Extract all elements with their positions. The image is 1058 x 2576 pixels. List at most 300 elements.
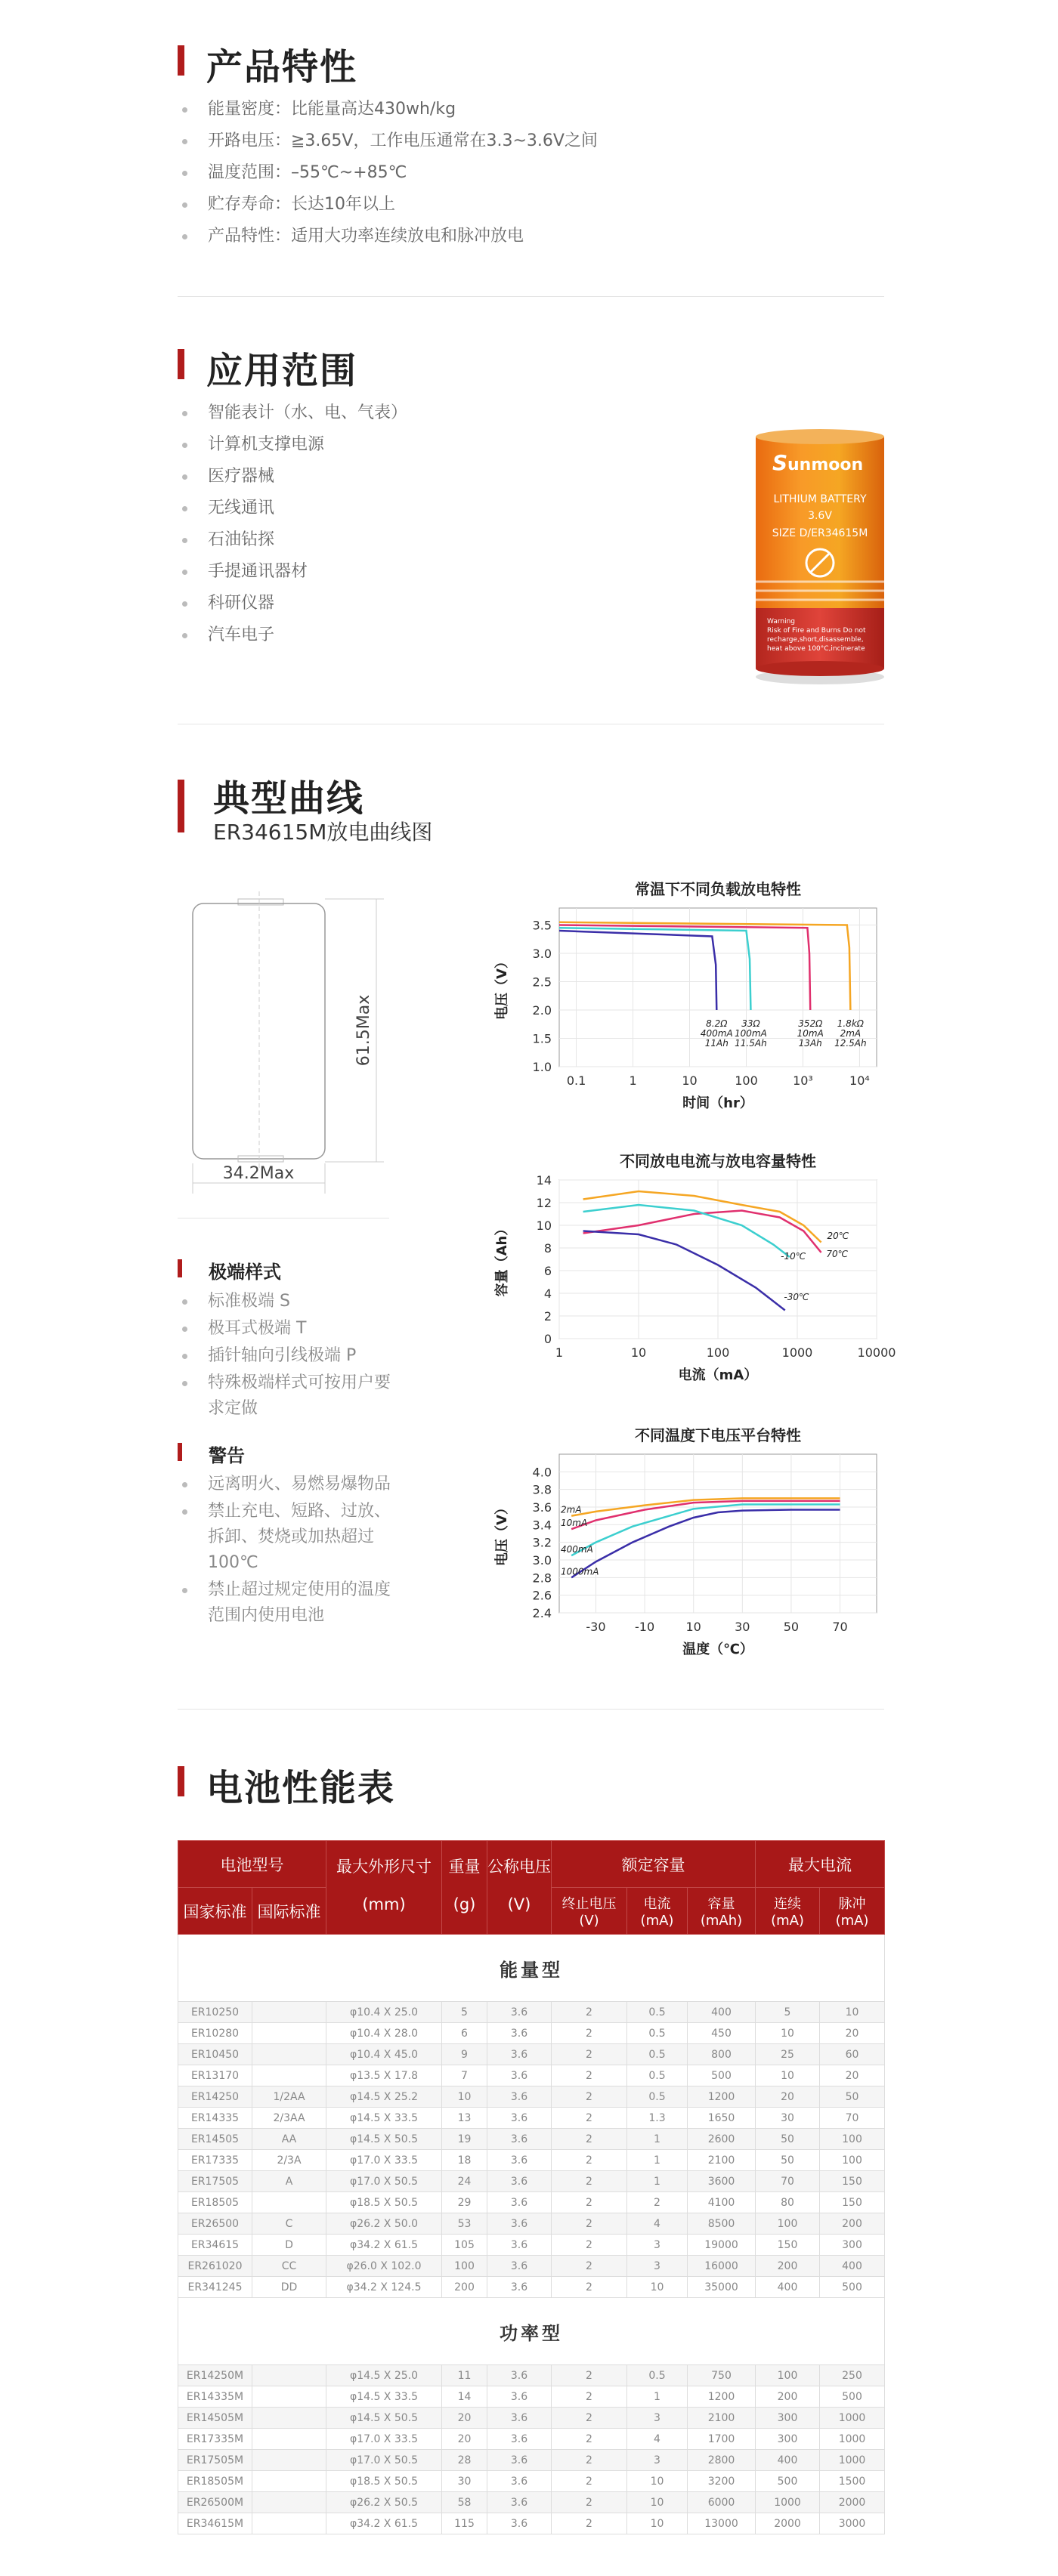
table-cell: ER341245 bbox=[178, 2277, 252, 2298]
table-cell: 1700 bbox=[688, 2429, 756, 2450]
table-cell: 100 bbox=[820, 2129, 885, 2150]
table-cell: φ13.5 X 17.8 bbox=[326, 2065, 442, 2086]
battery-brand: unmoon bbox=[787, 456, 864, 474]
y-tick-label: 3.0 bbox=[532, 1553, 552, 1568]
battery-warning1: Warning bbox=[767, 618, 796, 625]
y-tick-label: 2.6 bbox=[532, 1588, 552, 1603]
table-cell: 10 bbox=[756, 2065, 820, 2086]
series-line bbox=[559, 928, 750, 1010]
th-volt-unit: (V) bbox=[507, 1895, 531, 1913]
series-line bbox=[559, 931, 716, 1010]
th-endv-unit: (V) bbox=[579, 1913, 599, 1929]
table-cell bbox=[252, 2386, 326, 2408]
table-cell: 3.6 bbox=[487, 2235, 552, 2256]
table-cell: 25 bbox=[756, 2044, 820, 2065]
table-cell: 400 bbox=[688, 2002, 756, 2023]
curves-title: 典型曲线 bbox=[213, 777, 365, 820]
table-cell: CC bbox=[252, 2256, 326, 2277]
table-cell: ER13170 bbox=[178, 2065, 252, 2086]
table-cell: DD bbox=[252, 2277, 326, 2298]
table-cell bbox=[252, 2365, 326, 2386]
table-cell: φ18.5 X 50.5 bbox=[326, 2471, 442, 2492]
series-annotation: 33Ω bbox=[741, 1018, 760, 1029]
th-dim-label: 最大外形尺寸 bbox=[336, 1858, 432, 1876]
table-cell: 10 bbox=[627, 2471, 688, 2492]
table-cell: 58 bbox=[442, 2492, 487, 2513]
table-cell bbox=[252, 2002, 326, 2023]
battery-warning2: Risk of Fire and Burns Do not bbox=[767, 627, 866, 635]
th-volt-label: 公称电压 bbox=[487, 1858, 551, 1876]
table-row bbox=[178, 2450, 885, 2471]
applications-title: 应用范围 bbox=[206, 350, 358, 392]
table-row bbox=[178, 2513, 885, 2534]
chart-discharge-load bbox=[484, 876, 907, 1126]
table-cell: φ34.2 X 124.5 bbox=[326, 2277, 442, 2298]
table-cell: 2 bbox=[552, 2171, 627, 2192]
table-cell: ER26500M bbox=[178, 2492, 252, 2513]
table-cell bbox=[252, 2450, 326, 2471]
plot-area bbox=[559, 1454, 877, 1613]
table-cell: 1000 bbox=[820, 2450, 885, 2471]
y-tick-label: 2.5 bbox=[532, 974, 552, 990]
table-cell: 2 bbox=[552, 2002, 627, 2023]
table-cell: 6 bbox=[442, 2023, 487, 2044]
table-cell: 4 bbox=[627, 2429, 688, 2450]
y-tick-label: 2.8 bbox=[532, 1571, 552, 1586]
table-cell: 200 bbox=[756, 2386, 820, 2408]
application-item: 石油钻探 bbox=[178, 524, 555, 556]
table-cell: 3.6 bbox=[487, 2129, 552, 2150]
table-cell: ER10250 bbox=[178, 2002, 252, 2023]
table-group-title: 能量型 bbox=[178, 1935, 885, 2002]
table-cell bbox=[252, 2513, 326, 2534]
terminal-item: 极耳式极端 T bbox=[178, 1316, 397, 1342]
table-cell: D bbox=[252, 2235, 326, 2256]
series-line bbox=[583, 1191, 821, 1243]
divider bbox=[178, 1218, 389, 1219]
table-cell: 1 bbox=[627, 2150, 688, 2171]
table-cell: 1 bbox=[627, 2171, 688, 2192]
table-cell: φ26.2 X 50.0 bbox=[326, 2213, 442, 2235]
terminal-item: 标准极端 S bbox=[178, 1289, 397, 1314]
table-cell bbox=[252, 2023, 326, 2044]
x-tick-label: -10 bbox=[635, 1620, 655, 1634]
table-cell: 150 bbox=[820, 2192, 885, 2213]
y-axis-label: 容量（Ah） bbox=[494, 1222, 510, 1297]
y-axis-label: 电压（V） bbox=[494, 1501, 510, 1566]
y-tick-label: 3.5 bbox=[532, 918, 552, 933]
x-tick-label: 10 bbox=[685, 1620, 701, 1634]
table-cell: 300 bbox=[756, 2408, 820, 2429]
feature-item: 开路电压：≧3.65V，工作电压通常在3.3~3.6V之间 bbox=[178, 125, 858, 157]
table-cell: 2 bbox=[552, 2150, 627, 2171]
x-axis-label: 时间（hr） bbox=[682, 1095, 753, 1111]
table-row bbox=[178, 2365, 885, 2386]
x-tick-label: 100 bbox=[735, 1073, 758, 1088]
series-annotation: 352Ω bbox=[798, 1018, 823, 1029]
table-cell: 500 bbox=[688, 2065, 756, 2086]
table-cell: ER34615 bbox=[178, 2235, 252, 2256]
table-cell: 1000 bbox=[820, 2429, 885, 2450]
y-tick-label: 4.0 bbox=[532, 1465, 552, 1480]
y-tick-label: 1.0 bbox=[532, 1060, 552, 1074]
feature-item: 温度范围：–55℃~+85℃ bbox=[178, 157, 858, 189]
table-cell: 400 bbox=[820, 2256, 885, 2277]
table-cell: 10 bbox=[627, 2492, 688, 2513]
table-cell: φ14.5 X 33.5 bbox=[326, 2108, 442, 2129]
th-endv bbox=[552, 1888, 627, 1935]
table-cell: 2 bbox=[552, 2213, 627, 2235]
th-pulse-unit: (mA) bbox=[835, 1913, 869, 1929]
table-cell: 20 bbox=[442, 2429, 487, 2450]
table-row bbox=[178, 2408, 885, 2429]
series-line bbox=[559, 925, 810, 1011]
table-cell: 0.5 bbox=[627, 2086, 688, 2108]
battery-image bbox=[725, 423, 914, 695]
table-cell: 6000 bbox=[688, 2492, 756, 2513]
feature-item: 能量密度：比能量高达430wh/kg bbox=[178, 94, 858, 125]
table-row bbox=[178, 2086, 885, 2108]
table-cell: 11 bbox=[442, 2365, 487, 2386]
section-marker bbox=[178, 1766, 184, 1796]
table-cell: 8500 bbox=[688, 2213, 756, 2235]
table-cell: 10 bbox=[627, 2513, 688, 2534]
table-cell: ER14250M bbox=[178, 2365, 252, 2386]
table-cell: 1/2AA bbox=[252, 2086, 326, 2108]
th-weight bbox=[442, 1841, 487, 1935]
table-row bbox=[178, 2002, 885, 2023]
th-cont bbox=[756, 1888, 820, 1935]
y-tick-label: 0 bbox=[543, 1332, 552, 1346]
series-annotation: 400mA bbox=[700, 1028, 733, 1039]
curves-subtitle: ER34615M放电曲线图 bbox=[213, 820, 433, 845]
table-cell: 20 bbox=[820, 2023, 885, 2044]
th-maxcur: 最大电流 bbox=[756, 1841, 885, 1888]
table-cell: 13000 bbox=[688, 2513, 756, 2534]
table-cell: 2 bbox=[552, 2044, 627, 2065]
table-cell: 3.6 bbox=[487, 2429, 552, 2450]
table-cell: 0.5 bbox=[627, 2023, 688, 2044]
table-cell: 1 bbox=[627, 2129, 688, 2150]
battery-warning3: recharge,short,disassemble, bbox=[767, 636, 864, 644]
table-cell: 1.3 bbox=[627, 2108, 688, 2129]
table-cell: ER34615M bbox=[178, 2513, 252, 2534]
series-annotation: 2mA bbox=[561, 1504, 582, 1515]
table-cell: 10 bbox=[820, 2002, 885, 2023]
table-cell: ER17335M bbox=[178, 2429, 252, 2450]
th-intl: 国际标准 bbox=[252, 1888, 326, 1935]
table-row bbox=[178, 2044, 885, 2065]
table-cell: 3.6 bbox=[487, 2192, 552, 2213]
x-axis-label: 温度（℃） bbox=[682, 1642, 753, 1657]
th-endv-label: 终止电压 bbox=[561, 1896, 617, 1912]
table-cell: 10 bbox=[627, 2277, 688, 2298]
table-cell: 115 bbox=[442, 2513, 487, 2534]
table-cell: 3.6 bbox=[487, 2023, 552, 2044]
table-row bbox=[178, 2386, 885, 2408]
table-row bbox=[178, 2277, 885, 2298]
table-cell: φ34.2 X 61.5 bbox=[326, 2235, 442, 2256]
table-cell: 150 bbox=[756, 2235, 820, 2256]
table-cell: 3000 bbox=[820, 2513, 885, 2534]
table-cell bbox=[252, 2471, 326, 2492]
terminal-title: 极端样式 bbox=[209, 1262, 281, 1283]
th-dim-unit: (mm) bbox=[362, 1895, 406, 1913]
table-cell: φ17.0 X 33.5 bbox=[326, 2150, 442, 2171]
applications-list bbox=[178, 397, 555, 651]
x-tick-label: 10⁴ bbox=[849, 1073, 870, 1088]
section-marker bbox=[178, 1443, 182, 1461]
y-tick-label: 3.2 bbox=[532, 1535, 552, 1550]
table-cell: 500 bbox=[820, 2277, 885, 2298]
table-cell: φ14.5 X 25.0 bbox=[326, 2365, 442, 2386]
application-item: 计算机支撑电源 bbox=[178, 429, 555, 461]
chart-current-capacity bbox=[484, 1148, 907, 1398]
dim-height-label: 61.5Max bbox=[354, 994, 373, 1067]
table-cell: 3.6 bbox=[487, 2256, 552, 2277]
battery-line1: LITHIUM BATTERY bbox=[773, 493, 867, 505]
table-cell: 24 bbox=[442, 2171, 487, 2192]
table-cell: 70 bbox=[820, 2108, 885, 2129]
table-cell: 2/3AA bbox=[252, 2108, 326, 2129]
series-annotation: 8.2Ω bbox=[706, 1018, 728, 1029]
table-cell: ER261020 bbox=[178, 2256, 252, 2277]
th-weight-unit: (g) bbox=[453, 1895, 476, 1913]
table-cell: 2 bbox=[552, 2365, 627, 2386]
table-cell: φ17.0 X 33.5 bbox=[326, 2429, 442, 2450]
table-cell: C bbox=[252, 2213, 326, 2235]
table-row bbox=[178, 2129, 885, 2150]
performance-table bbox=[178, 1840, 885, 2534]
table-cell: 28 bbox=[442, 2450, 487, 2471]
table-cell: 2 bbox=[552, 2277, 627, 2298]
table-cell: 1650 bbox=[688, 2108, 756, 2129]
table-cell: 2000 bbox=[756, 2513, 820, 2534]
series-annotation: 1.8kΩ bbox=[837, 1018, 864, 1029]
table-cell: 200 bbox=[820, 2213, 885, 2235]
table-cell: ER10280 bbox=[178, 2023, 252, 2044]
table-cell: 80 bbox=[756, 2192, 820, 2213]
table-cell: 10 bbox=[442, 2086, 487, 2108]
table-cell: 13 bbox=[442, 2108, 487, 2129]
table-cell: 100 bbox=[756, 2365, 820, 2386]
th-cur-unit: (mA) bbox=[640, 1913, 674, 1929]
table-cell: 2100 bbox=[688, 2408, 756, 2429]
y-tick-label: 10 bbox=[536, 1219, 552, 1233]
table-cell: 18 bbox=[442, 2150, 487, 2171]
series-annotation: 10mA bbox=[561, 1518, 588, 1529]
table-cell: 100 bbox=[820, 2150, 885, 2171]
th-volt bbox=[487, 1841, 552, 1935]
table-cell: 1200 bbox=[688, 2086, 756, 2108]
application-item: 医疗器械 bbox=[178, 461, 555, 493]
table-cell: 1200 bbox=[688, 2386, 756, 2408]
th-cap-label: 容量 bbox=[707, 1896, 735, 1912]
table-cell: 2 bbox=[552, 2108, 627, 2129]
table-row bbox=[178, 2429, 885, 2450]
table-row bbox=[178, 2108, 885, 2129]
table-cell: 3.6 bbox=[487, 2277, 552, 2298]
table-cell: AA bbox=[252, 2129, 326, 2150]
series-line bbox=[571, 1510, 840, 1578]
battery-warning4: heat above 100°C,incinerate bbox=[767, 645, 865, 653]
series-annotation: 400mA bbox=[561, 1544, 593, 1555]
th-weight-label: 重量 bbox=[448, 1858, 481, 1876]
table-cell: 2 bbox=[552, 2408, 627, 2429]
x-tick-label: 10³ bbox=[793, 1073, 813, 1088]
chart-title: 不同放电电流与放电容量特性 bbox=[620, 1152, 816, 1170]
section-marker bbox=[178, 780, 184, 832]
warning-item: 禁止超过规定使用的温度范围内使用电池 bbox=[178, 1577, 397, 1629]
dimension-drawing bbox=[174, 884, 393, 1194]
x-tick-label: -30 bbox=[586, 1620, 606, 1634]
table-cell: 105 bbox=[442, 2235, 487, 2256]
table-cell: ER18505 bbox=[178, 2192, 252, 2213]
table-cell: 3200 bbox=[688, 2471, 756, 2492]
th-rated: 额定容量 bbox=[552, 1841, 756, 1888]
table-cell: 3600 bbox=[688, 2171, 756, 2192]
table-cell: 7 bbox=[442, 2065, 487, 2086]
table-cell: 3.6 bbox=[487, 2171, 552, 2192]
table-cell: 2 bbox=[552, 2129, 627, 2150]
x-tick-label: 10 bbox=[630, 1345, 647, 1360]
terminal-item: 插针轴向引线极端 P bbox=[178, 1343, 397, 1369]
table-cell bbox=[252, 2408, 326, 2429]
y-tick-label: 2 bbox=[543, 1309, 552, 1324]
table-cell: 30 bbox=[442, 2471, 487, 2492]
table-cell: 53 bbox=[442, 2213, 487, 2235]
table-cell bbox=[252, 2044, 326, 2065]
table-cell: 0.5 bbox=[627, 2365, 688, 2386]
y-tick-label: 14 bbox=[536, 1173, 552, 1188]
table-cell: 450 bbox=[688, 2023, 756, 2044]
table-cell: ER14335 bbox=[178, 2108, 252, 2129]
table-cell: 3.6 bbox=[487, 2492, 552, 2513]
table-cell: 100 bbox=[756, 2213, 820, 2235]
th-cont-label: 连续 bbox=[774, 1896, 802, 1912]
y-tick-label: 8 bbox=[543, 1241, 552, 1256]
table-cell: 35000 bbox=[688, 2277, 756, 2298]
table-cell: 2100 bbox=[688, 2150, 756, 2171]
table-cell: 50 bbox=[756, 2129, 820, 2150]
table-cell: 3.6 bbox=[487, 2471, 552, 2492]
series-annotation: 70℃ bbox=[826, 1249, 849, 1259]
table-cell: φ18.5 X 50.5 bbox=[326, 2192, 442, 2213]
table-cell: 3 bbox=[627, 2235, 688, 2256]
table-cell: 150 bbox=[820, 2171, 885, 2192]
chart-temp-voltage bbox=[484, 1422, 907, 1672]
table-cell: 300 bbox=[820, 2235, 885, 2256]
series-line bbox=[583, 1211, 821, 1253]
table-cell: 750 bbox=[688, 2365, 756, 2386]
section-marker bbox=[178, 349, 184, 379]
table-cell: φ17.0 X 50.5 bbox=[326, 2450, 442, 2471]
table-cell: ER14335M bbox=[178, 2386, 252, 2408]
x-tick-label: 10000 bbox=[857, 1345, 896, 1360]
feature-item: 产品特性：适用大功率连续放电和脉冲放电 bbox=[178, 221, 858, 252]
th-cap bbox=[688, 1888, 756, 1935]
table-cell: 3.6 bbox=[487, 2150, 552, 2171]
table-cell: 3.6 bbox=[487, 2365, 552, 2386]
table-cell: 0.5 bbox=[627, 2002, 688, 2023]
x-tick-label: 1 bbox=[555, 1345, 564, 1360]
table-row bbox=[178, 2471, 885, 2492]
table-cell: 800 bbox=[688, 2044, 756, 2065]
table-group-title: 功率型 bbox=[178, 2298, 885, 2365]
table-cell: 2 bbox=[627, 2192, 688, 2213]
table-cell bbox=[252, 2192, 326, 2213]
warning-list bbox=[178, 1472, 397, 1630]
warning-item: 禁止充电、短路、过放、拆卸、焚烧或加热超过100℃ bbox=[178, 1499, 397, 1576]
x-tick-label: 70 bbox=[832, 1620, 848, 1634]
table-cell: 500 bbox=[820, 2386, 885, 2408]
table-cell: 2 bbox=[552, 2192, 627, 2213]
table-cell: 2 bbox=[552, 2492, 627, 2513]
table-cell: 20 bbox=[756, 2086, 820, 2108]
series-annotation: 11.5Ah bbox=[735, 1038, 767, 1049]
divider bbox=[178, 1709, 884, 1710]
table-cell: 1000 bbox=[820, 2408, 885, 2429]
table-cell: 9 bbox=[442, 2044, 487, 2065]
table-cell: φ26.0 X 102.0 bbox=[326, 2256, 442, 2277]
table-cell: 3 bbox=[627, 2408, 688, 2429]
table-row bbox=[178, 2213, 885, 2235]
table-cell: 0.5 bbox=[627, 2044, 688, 2065]
table-row bbox=[178, 2065, 885, 2086]
series-annotation: -30℃ bbox=[784, 1292, 809, 1302]
table-cell: 3 bbox=[627, 2256, 688, 2277]
table-cell: 2 bbox=[552, 2429, 627, 2450]
table-cell: ER14505 bbox=[178, 2129, 252, 2150]
table-row bbox=[178, 2192, 885, 2213]
chart-title: 不同温度下电压平台特性 bbox=[635, 1426, 801, 1444]
section-marker bbox=[178, 1259, 182, 1277]
features-title: 产品特性 bbox=[206, 46, 358, 88]
series-annotation: 2mA bbox=[840, 1028, 862, 1039]
table-cell: φ10.4 X 25.0 bbox=[326, 2002, 442, 2023]
y-tick-label: 2.4 bbox=[532, 1606, 552, 1620]
x-tick-label: 50 bbox=[783, 1620, 800, 1634]
series-annotation: 10mA bbox=[797, 1028, 824, 1039]
series-line bbox=[571, 1505, 840, 1556]
table-cell: 2 bbox=[552, 2235, 627, 2256]
table-cell: φ10.4 X 28.0 bbox=[326, 2023, 442, 2044]
table-cell: 14 bbox=[442, 2386, 487, 2408]
table-cell: 70 bbox=[756, 2171, 820, 2192]
table-cell: 1 bbox=[627, 2386, 688, 2408]
table-cell: 2000 bbox=[820, 2492, 885, 2513]
battery-line3: SIZE D/ER34615M bbox=[772, 527, 868, 539]
table-cell: 20 bbox=[442, 2408, 487, 2429]
th-cont-unit: (mA) bbox=[771, 1913, 804, 1929]
x-axis-label: 电流（mA） bbox=[678, 1367, 758, 1383]
table-row bbox=[178, 2023, 885, 2044]
table-cell: 1500 bbox=[820, 2471, 885, 2492]
table-cell: 500 bbox=[756, 2471, 820, 2492]
table-cell: 4100 bbox=[688, 2192, 756, 2213]
table-row bbox=[178, 2256, 885, 2277]
table-cell: 3.6 bbox=[487, 2450, 552, 2471]
application-item: 智能表计（水、电、气表） bbox=[178, 397, 555, 429]
table-cell: ER17335 bbox=[178, 2150, 252, 2171]
table-cell: 2 bbox=[552, 2513, 627, 2534]
table-cell: ER26500 bbox=[178, 2213, 252, 2235]
application-item: 无线通讯 bbox=[178, 493, 555, 524]
table-cell: 3.6 bbox=[487, 2002, 552, 2023]
table-cell: ER14250 bbox=[178, 2086, 252, 2108]
table-cell: φ17.0 X 50.5 bbox=[326, 2171, 442, 2192]
series-annotation: 13Ah bbox=[798, 1038, 822, 1049]
